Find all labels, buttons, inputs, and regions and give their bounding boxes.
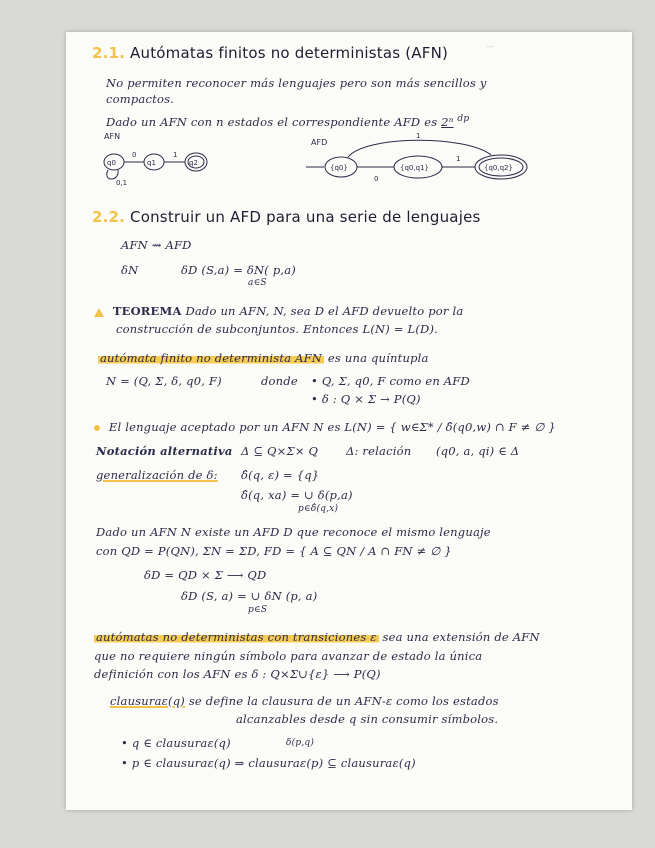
afd-edge-label-0: 0 [374,175,379,183]
notation-relation-set: Δ ⊆ Q×Σ× Q [241,444,319,458]
epsilon-rest: sea una extensión de AFN [382,630,540,644]
section-number: 2.2. [92,208,126,226]
donde-label: donde [261,374,298,388]
afd-diagram-label: AFD [311,138,328,147]
state-s02-label: {q0,q2} [484,164,513,172]
delta-d-union-sub: p∈S [248,605,268,615]
notation-alt [96,444,233,458]
bleed-through-text: — [486,42,494,51]
closure-label: clausuraε(q) [110,694,185,708]
afn-definition-highlight: autómata finito no determinista AFN [100,351,323,365]
afn-definition-rest: es una quíntupla [327,351,429,365]
loop-label-01: 0,1 [116,179,128,187]
afn-to-afd: AFN ⇝ AFD [121,238,192,252]
afd-back-label-1: 1 [416,132,421,140]
notation-tuple: (q0, a, qi) ∈ Δ [436,444,520,458]
state-q2-label: q2 [189,159,198,167]
state-s01-label: {q0,q1} [400,164,429,172]
closure-text: se define la clausura de un AFN-ε como los estados [188,694,499,708]
epsilon-line-3: definición con los AFN es δ : Q×Σ∪{ε} ⟶ P(Q) [94,667,381,681]
theorem-line-1 [94,304,463,318]
warning-triangle-icon [94,308,104,317]
loop-q0 [107,170,118,179]
section-heading-2-2 [92,208,481,226]
afd-edge-label-1: 1 [456,155,461,163]
afn-definition [98,351,429,365]
accepted-language-text: El lenguaje aceptado por un AFN N es L(N) = { w∈Σ* / δ̂(q0,w) ∩ F ≠ ∅ } [108,420,556,434]
delta-d-union: δD (S, a) = ∪ δN (p, a) [181,589,318,603]
generalization-xa: δ̂(q, xa) = ∪ δ(p,a) [241,488,353,502]
generalization-eps: δ̂(q, ε) = {q} [241,468,320,482]
bullet-dot-icon [94,425,100,431]
state-s0-label: {q0} [330,164,348,172]
subset-construction-1: Dado un AFN N existe un AFD D que reconoce el mismo lenguaje [96,525,491,539]
edge-s02-s0 [348,140,491,157]
closure-line-2: alcanzables desde q sin consumir símbolos. [236,712,499,726]
closure-note: δ(p,q) [286,738,315,748]
afd-size-text: Dado un AFN con n estados el correspondiente AFD es [106,114,438,129]
intro-line-2: compactos. [106,92,175,106]
notebook-page [66,32,632,810]
generalization-label: generalización de δ: [96,468,218,482]
epsilon-highlight: autómatas no deterministas con transiciones ε [96,630,377,644]
notation-relation-label: Δ: relación [346,444,412,458]
section-number: 2.1. [92,44,126,62]
closure-bullet-1: • q ∈ clausuraε(q) [121,736,231,750]
edge-label-1: 1 [173,151,178,159]
closure-bullet-2: • p ∈ clausuraε(q) ⇒ clausuraε(p) ⊆ clausuraε(q) [121,756,416,770]
epsilon-line-2: que no requiere ningún símbolo para avanzar de estado la única [94,649,483,663]
generalization-sub: p∈δ̂(q,x) [298,504,339,514]
bullet-delta: • δ : Q × Σ → P(Q) [311,392,421,406]
accepted-language [94,420,556,434]
delta-d-type: δD = QD × Σ ⟶ QD [144,568,267,582]
edge-label-0: 0 [132,151,137,159]
intro-line-1: No permiten reconocer más lenguajes pero son más sencillos y [106,76,487,90]
section-heading-2-1 [92,44,448,62]
subset-construction-2: con QD = P(QN), ΣN = ΣD, FD = { A ⊆ QN / A ∩ FN ≠ ∅ } [96,544,452,558]
theorem-label: TEOREMA [112,304,182,318]
delta-n: δN [121,263,139,277]
dp-note: dp [457,114,470,124]
afn-diagram-label: AFN [104,132,121,141]
closure-def [110,694,499,708]
state-q0-label: q0 [107,159,116,167]
state-q1-label: q1 [147,159,156,167]
theorem-line-2: construcción de subconjuntos. Entonces L(N) = L(D). [116,322,439,336]
section-title: Construir un AFD para una serie de lenguajes [130,208,481,226]
bullet-q-sigma: • Q, Σ, q0, F como en AFD [311,374,470,388]
quintuple: N = (Q, Σ, δ, q0, F) [106,374,222,388]
notation-label: Notación alternativa [96,444,233,458]
delta-d-def: δD (S,a) = δN( p,a) [181,263,296,277]
delta-d-sub: a∈S [248,278,267,288]
theorem-text: Dado un AFN, N, sea D el AFD devuelto por la [185,304,464,318]
automaton-diagram [96,127,616,202]
section-title: Autómatas finitos no deterministas (AFN) [130,44,449,62]
two-power-n: 2ⁿ [441,114,454,129]
epsilon-automata [94,630,540,644]
